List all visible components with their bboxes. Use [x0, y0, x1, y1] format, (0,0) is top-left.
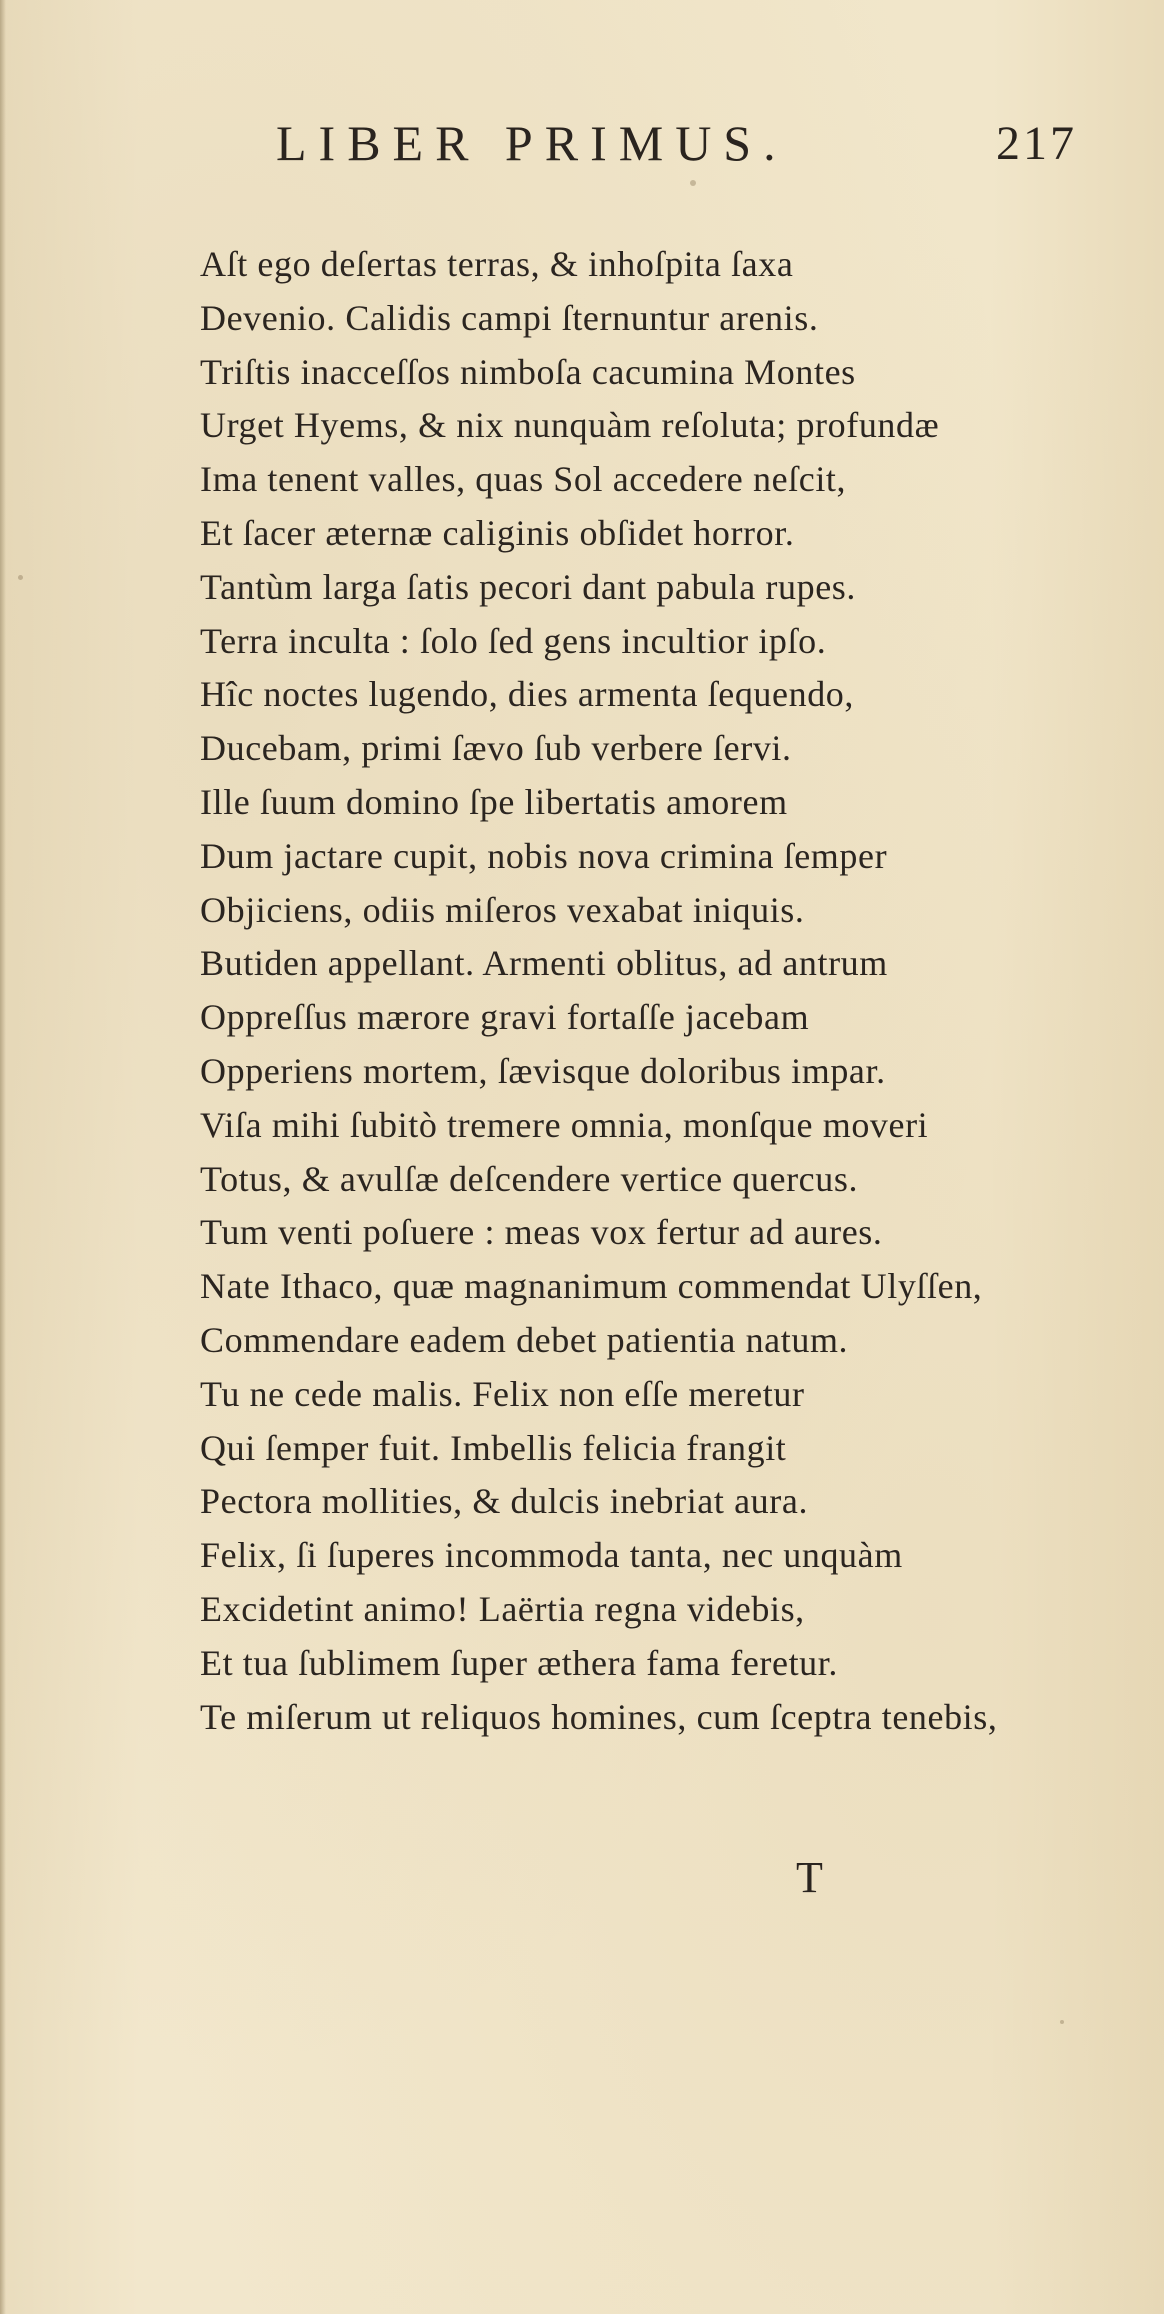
page-edge-shadow	[0, 0, 6, 2314]
verse-line: Devenio. Calidis campi ſternuntur arenis.	[200, 297, 819, 338]
verse-line: Tantùm larga ſatis pecori dant pabula rupes.	[200, 566, 857, 607]
verse-line: Ille ſuum domino ſpe libertatis amorem	[200, 781, 788, 822]
verse-line: Felix, ſi ſuperes incommoda tanta, nec unquàm	[200, 1535, 903, 1576]
running-head	[0, 108, 1164, 178]
verse-line: Pectora mollities, & dulcis inebriat aura.	[200, 1481, 809, 1522]
verse-line: Triſtis inacceſſos nimboſa cacumina Montes	[200, 351, 856, 392]
paper-speck	[18, 575, 23, 580]
verse-line: Hîc noctes lugendo, dies armenta ſequendo,	[200, 674, 855, 715]
verse-line: Viſa mihi ſubitò tremere omnia, monſque moveri	[200, 1104, 929, 1145]
verse-line: Dum jactare cupit, nobis nova crimina ſemper	[200, 835, 888, 876]
verse-line: Et ſacer æternæ caliginis obſidet horror.	[200, 512, 795, 553]
verse-line: Terra inculta : ſolo ſed gens incultior ipſo.	[200, 620, 827, 661]
verse-line: Qui ſemper fuit. Imbellis felicia frangit	[200, 1427, 787, 1468]
verse-line: Et tua ſublimem ſuper æthera fama feretur.	[200, 1642, 838, 1683]
verse-line: Objiciens, odiis miſeros vexabat iniquis.	[200, 889, 805, 930]
verse-line: Nate Ithaco, quæ magnanimum commendat Ulyſſen,	[200, 1266, 983, 1307]
verse-line: Tu ne cede malis. Felix non eſſe meretur	[200, 1373, 805, 1414]
verse-line: Oppreſſus mærore gravi fortaſſe jacebam	[200, 997, 810, 1038]
paper-speck	[690, 180, 696, 186]
verse-line: Butiden appellant. Armenti oblitus, ad antrum	[200, 943, 888, 984]
verse-line: Te miſerum ut reliquos homines, cum ſceptra tenebis,	[200, 1696, 998, 1737]
catchword: T	[796, 1853, 823, 1902]
paper-speck	[1060, 2020, 1064, 2024]
verse-line: Ima tenent valles, quas Sol accedere neſcit,	[200, 459, 847, 500]
verse-line: Ducebam, primi ſævo ſub verbere ſervi.	[200, 728, 792, 769]
verse-line: Totus, & avulſæ deſcendere vertice quercus.	[200, 1158, 859, 1199]
verse-line: Excidetint animo! Laërtia regna videbis,	[200, 1588, 805, 1629]
page-number: 217	[996, 117, 1077, 170]
verse-line: Tum venti poſuere : meas vox fertur ad aures.	[200, 1212, 883, 1253]
verse-line: Opperiens mortem, ſævisque doloribus impar.	[200, 1050, 886, 1091]
verse-line: Urget Hyems, & nix nunquàm reſoluta; profundæ	[200, 405, 940, 446]
verse-block	[200, 238, 1100, 1744]
verse-line: Aſt ego deſertas terras, & inhoſpita ſaxa	[200, 244, 794, 284]
running-title: LIBER PRIMUS.	[276, 115, 788, 171]
verse-line: Commendare eadem debet patientia natum.	[200, 1319, 849, 1360]
